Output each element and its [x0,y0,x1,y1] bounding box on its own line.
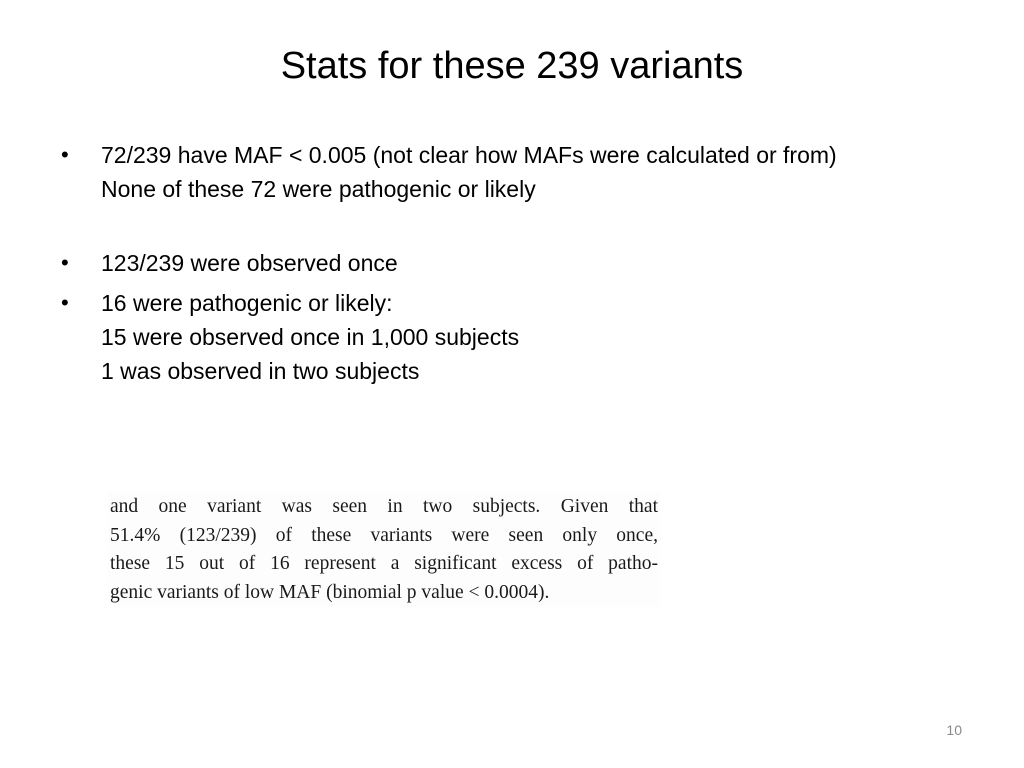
bullet-line: 72/239 have MAF < 0.005 (not clear how MAFs were calculated or from) [101,142,837,168]
excerpt-line: genic variants of low MAF (binomial p value < 0.0004). [110,582,550,604]
bullet-list [60,138,980,388]
excerpt-line: these 15 out of 16 represent a significant excess of patho- [110,553,658,575]
bullet-line: None of these 72 were pathogenic or likely [101,176,536,202]
bullet-line: 15 were observed once in 1,000 subjects [101,324,520,350]
bullet-line: 1 was observed in two subjects [101,358,420,384]
bullet-line: 123/239 were observed once [101,250,398,276]
bullet-dot: • [61,250,69,275]
bullet-dot: • [61,142,69,167]
slide-title: Stats for these 239 variants [280,45,744,87]
paper-excerpt [108,491,660,607]
excerpt-line: and one variant was seen in two subjects. Given that [110,496,658,517]
bullet-dot: • [61,290,69,315]
bullet-item-maf [60,138,980,206]
bullet-item-pathogenic [60,286,980,388]
bullet-item-observed-once [60,246,980,280]
excerpt-line: 51.4% (123/239) of these variants were seen only once, [110,524,658,546]
slide-number: 10 [946,722,962,738]
bullet-line: 16 were pathogenic or likely: [101,290,393,316]
